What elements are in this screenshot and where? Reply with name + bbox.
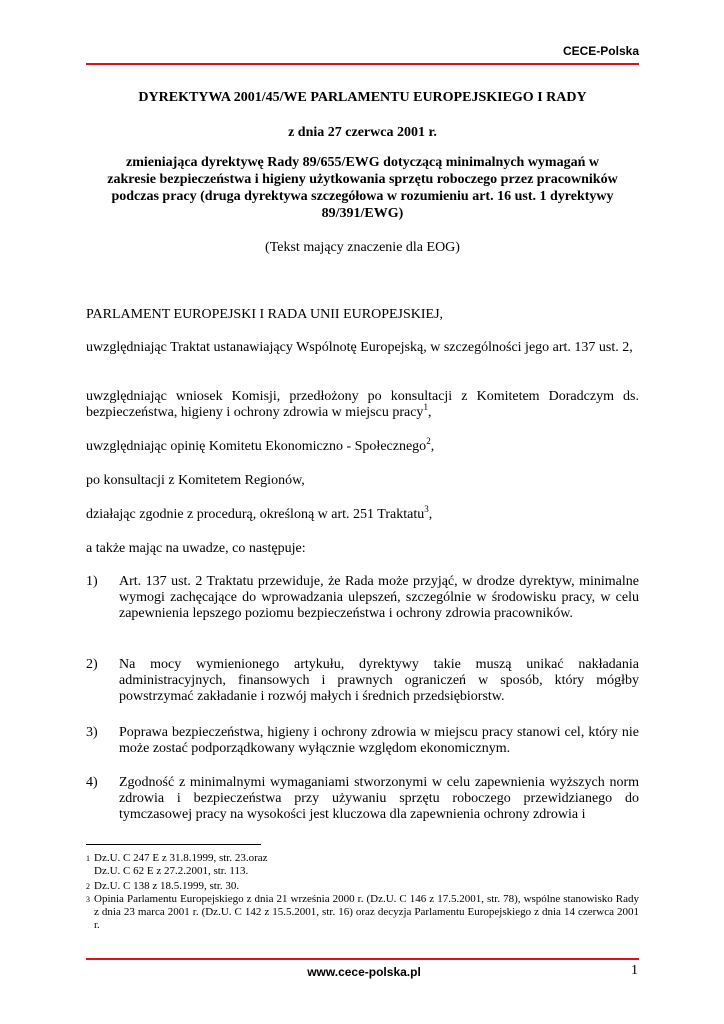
footnote-mark: 2: [86, 882, 90, 891]
footnote-ref-3: 3: [424, 504, 429, 514]
footnote-ref-1: 1: [423, 402, 428, 412]
footnote-text: Dz.U. C 138 z 18.5.1999, str. 30.: [94, 880, 240, 892]
recital-number: 4): [86, 775, 98, 790]
preamble-committee-text: uwzględniając opinię Komitetu Ekonomiczno - Społecznego: [86, 439, 427, 454]
footnote-text: [94, 852, 639, 878]
preamble-procedure: działając zgodnie z procedurą, określoną w art. 251 Traktatu$^3$,: [86, 504, 433, 522]
recital-number: 1): [86, 574, 98, 589]
page-number: 1: [631, 963, 638, 978]
footnote-line: Dz.U. C 62 E z 27.2.2001, str. 113.: [94, 865, 249, 877]
recital-1: [86, 574, 639, 622]
footnote-mark: 3: [86, 895, 90, 904]
recital-text: Zgodność z minimalnymi wymaganiami stworzonymi w celu zapewnienia wyższych norm zdrowia i bezpieczeństwa przy używaniu sprzętu roboczego przewidzianego do tymczasowej pracy na wysokości jest kluczowa dla zapewnienia ochrony zdrowia i: [119, 775, 639, 822]
document-date: z dnia 27 czerwca 2001 r.: [288, 125, 437, 140]
footnote-ref-2: 2: [426, 436, 431, 446]
preamble-parliament: PARLAMENT EUROPEJSKI I RADA UNII EUROPEJSKIEJ,: [86, 307, 444, 322]
preamble-treaty: uwzględniając Traktat ustanawiający Wspólnotę Europejską, w szczególności jego art. 137 ust. 2,: [86, 340, 633, 355]
header-brand: CECE-Polska: [562, 44, 639, 58]
preamble-committee: uwzględniając opinię Komitetu Ekonomiczno - Społecznego$^2$,: [86, 436, 435, 454]
preamble-procedure-text: działając zgodnie z procedurą, określoną w art. 251 Traktatu: [86, 507, 425, 522]
footnote-mark: 1: [86, 854, 90, 863]
document-subject: zmieniająca dyrektywę Rady 89/655/EWG dotyczącą minimalnych wymagań w zakresie bezpieczeństwa i higieny użytkowania sprzętu roboczego przez pracowników podczas pracy (druga dyrektywa szczegółowa w rozumieniu art. 16 ust. 1 dyrektywy 89/391/EWG): [107, 155, 618, 221]
preamble-whereas: a także mając na uwadze, co następuje:: [86, 541, 306, 556]
recital-text: Art. 137 ust. 2 Traktatu przewiduje, że Rada może przyjąć, w drodze dyrektyw, minimalne wymogi zachęcające do wprowadzania ulepszeń, szczególnie w środowisku pracy, w celu zapewnienia lepszego poziomu bezpieczeństwa i ochrony zdrowia pracowników.: [119, 574, 639, 621]
document-title: DYREKTYWA 2001/45/WE PARLAMENTU EUROPEJSKIEGO I RADY: [138, 90, 587, 105]
preamble-commission-text: uwzględniając wniosek Komisji, przedłożony po konsultacji z Komitetem Doradczym ds. bezpieczeństwa, higieny i ochrony zdrowia w miejscu pracy: [86, 389, 639, 420]
preamble-commission: uwzględniając wniosek Komisji, przedłożony po konsultacji z Komitetem Doradczym ds. bezpieczeństwa, higieny i ochrony zdrowia w miejscu pracy$^1$,: [86, 389, 639, 420]
footer-url[interactable]: www.cece-polska.pl: [307, 965, 421, 979]
preamble-regions: po konsultacji z Komitetem Regionów,: [86, 473, 305, 488]
recital-2: [86, 657, 639, 705]
footnote-1: [86, 852, 639, 878]
footer-rule: [86, 958, 639, 960]
recital-text: Poprawa bezpieczeństwa, higieny i ochrony zdrowia w miejscu pracy stanowi cel, który nie może zostać podporządkowany wyłącznie względom ekonomicznym.: [119, 725, 639, 756]
recital-4: [86, 775, 639, 823]
footnote-separator: [86, 844, 261, 845]
recital-text: Na mocy wymienionego artykułu, dyrektywy takie muszą unikać nakładania administracyjnych, finansowych i prawnych ograniczeń w sposób, który mógłby powstrzymać zakładanie i rozwój małych i średnich przedsiębiorstw.: [119, 657, 639, 704]
footnote-line: Dz.U. C 247 E z 31.8.1999, str. 23.oraz: [94, 852, 268, 864]
footnote-text: Opinia Parlamentu Europejskiego z dnia 21 września 2000 r. (Dz.U. C 146 z 17.5.2001, str. 78), wspólne stanowisko Rady z dnia 23 marca 2001 r. (Dz.U. C 142 z 15.5.2001, str. 16) oraz decyzja Parlamentu Europejskiego z dnia 14 czerwca 2001 r.: [94, 893, 639, 931]
recital-number: 3): [86, 725, 98, 740]
header-rule: [86, 63, 639, 65]
footnote-3: [86, 893, 639, 932]
eea-relevance: (Tekst mający znaczenie dla EOG): [265, 240, 460, 255]
footnote-2: [86, 880, 639, 893]
recital-3: [86, 725, 639, 757]
recital-number: 2): [86, 657, 98, 672]
